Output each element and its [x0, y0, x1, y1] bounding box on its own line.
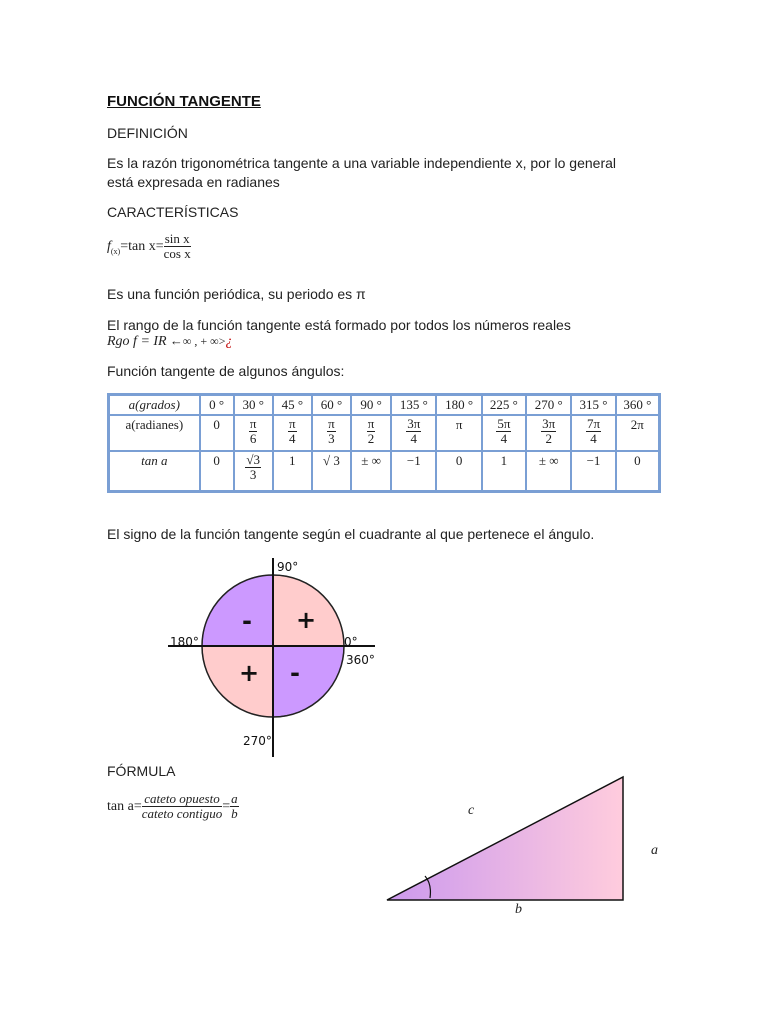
table-cell: √ 3 — [312, 451, 351, 491]
table-cell: 1 — [273, 451, 312, 491]
table-cell: 0 — [200, 451, 234, 491]
table-cell: $\frac{√3}{3}$ — [234, 451, 273, 491]
table-cell: 90 ° — [351, 395, 391, 415]
table-cell: 270 ° — [526, 395, 571, 415]
sign-quadrant-4: - — [290, 659, 300, 687]
page-title: FUNCIÓN TANGENTE — [107, 93, 261, 110]
range-formula: Rgo f = IR ←∞ , + ∞>¿ — [107, 333, 233, 349]
table-cell: 315 ° — [571, 395, 615, 415]
table-cell: 0 — [200, 415, 234, 451]
table-cell: ± ∞ — [351, 451, 391, 491]
label-opposite-a: a — [651, 843, 658, 858]
table-cell: $\frac{3\pi}{4}$ — [391, 415, 436, 451]
table-cell: 0 — [436, 451, 481, 491]
table-header-tan: tan a — [109, 451, 200, 491]
table-cell: 0 ° — [200, 395, 234, 415]
triangle-shape — [387, 777, 623, 900]
table-cell: $\frac{\pi}{3}$ — [312, 415, 351, 451]
formula-heading: FÓRMULA — [107, 763, 176, 779]
table-cell: −1 — [391, 451, 436, 491]
sign-quadrant-3: + — [239, 659, 260, 687]
table-cell: $\frac{3\pi}{2}$ — [526, 415, 571, 451]
quadrant-sign-diagram — [160, 550, 390, 760]
table-cell: 1 — [482, 451, 526, 491]
table-cell: $\frac{\pi}{6}$ — [234, 415, 273, 451]
label-360: 360° — [346, 653, 375, 667]
table-cell: ± ∞ — [526, 451, 571, 491]
table-cell: $\frac{5\pi}{4}$ — [482, 415, 526, 451]
tangent-values-table — [107, 393, 661, 493]
table-cell: 45 ° — [273, 395, 312, 415]
table-cell: π — [436, 415, 481, 451]
table-cell: 2π — [616, 415, 659, 451]
label-hypotenuse-c: c — [468, 803, 475, 818]
table-header-radianes: a(radianes) — [109, 415, 200, 451]
tangent-definition-formula: $f_{(x)}=\tan$ x= $\frac{\text{sin x}}{\text{cos x}}$ — [107, 231, 191, 262]
table-intro: Función tangente de algunos ángulos: — [107, 363, 345, 379]
quadrant-4 — [273, 646, 344, 717]
table-row-degrees — [109, 395, 659, 415]
quadrant-2 — [202, 575, 273, 646]
periodic-text: Es una función periódica, su periodo es π — [107, 286, 366, 302]
table-row-tangents — [109, 451, 659, 491]
table-cell: $\frac{7\pi}{4}$ — [571, 415, 615, 451]
table-cell: $\frac{\pi}{2}$ — [351, 415, 391, 451]
table-cell: $\frac{\pi}{4}$ — [273, 415, 312, 451]
definicion-text-line1: Es la razón trigonométrica tangente a una variable independiente x, por lo general — [107, 155, 616, 171]
label-180: 180° — [170, 635, 199, 649]
table-cell: −1 — [571, 451, 615, 491]
definicion-heading: DEFINICIÓN — [107, 125, 188, 141]
sign-quadrant-1: + — [296, 606, 317, 634]
table-cell: 60 ° — [312, 395, 351, 415]
label-adjacent-b: b — [515, 902, 522, 917]
label-90: 90° — [277, 560, 299, 574]
table-cell: 0 — [616, 451, 659, 491]
definicion-text-line2: está expresada en radianes — [107, 174, 280, 190]
table-row-radians — [109, 415, 659, 451]
table-cell: 135 ° — [391, 395, 436, 415]
label-270: 270° — [243, 734, 272, 748]
caracteristicas-heading: CARACTERÍSTICAS — [107, 204, 239, 220]
table-cell: 360 ° — [616, 395, 659, 415]
table-cell: 30 ° — [234, 395, 273, 415]
table-header-grados: a(grados) — [109, 395, 200, 415]
quadrant-3 — [202, 646, 273, 717]
range-text: El rango de la función tangente está formado por todos los números reales — [107, 317, 571, 333]
label-0: 0° — [344, 635, 358, 649]
sign-quadrant-2: - — [242, 607, 252, 635]
signs-text: El signo de la función tangente según el cuadrante al que pertenece el ángulo. — [107, 526, 595, 542]
right-triangle-diagram — [380, 770, 680, 920]
tangent-ratio-formula: tan a= $\frac{\text{cateto opuesto}}{\text{cateto contiguo}}$ = $\frac{a}{b}$ — [107, 791, 238, 822]
table-cell: 180 ° — [436, 395, 481, 415]
table-cell: 225 ° — [482, 395, 526, 415]
